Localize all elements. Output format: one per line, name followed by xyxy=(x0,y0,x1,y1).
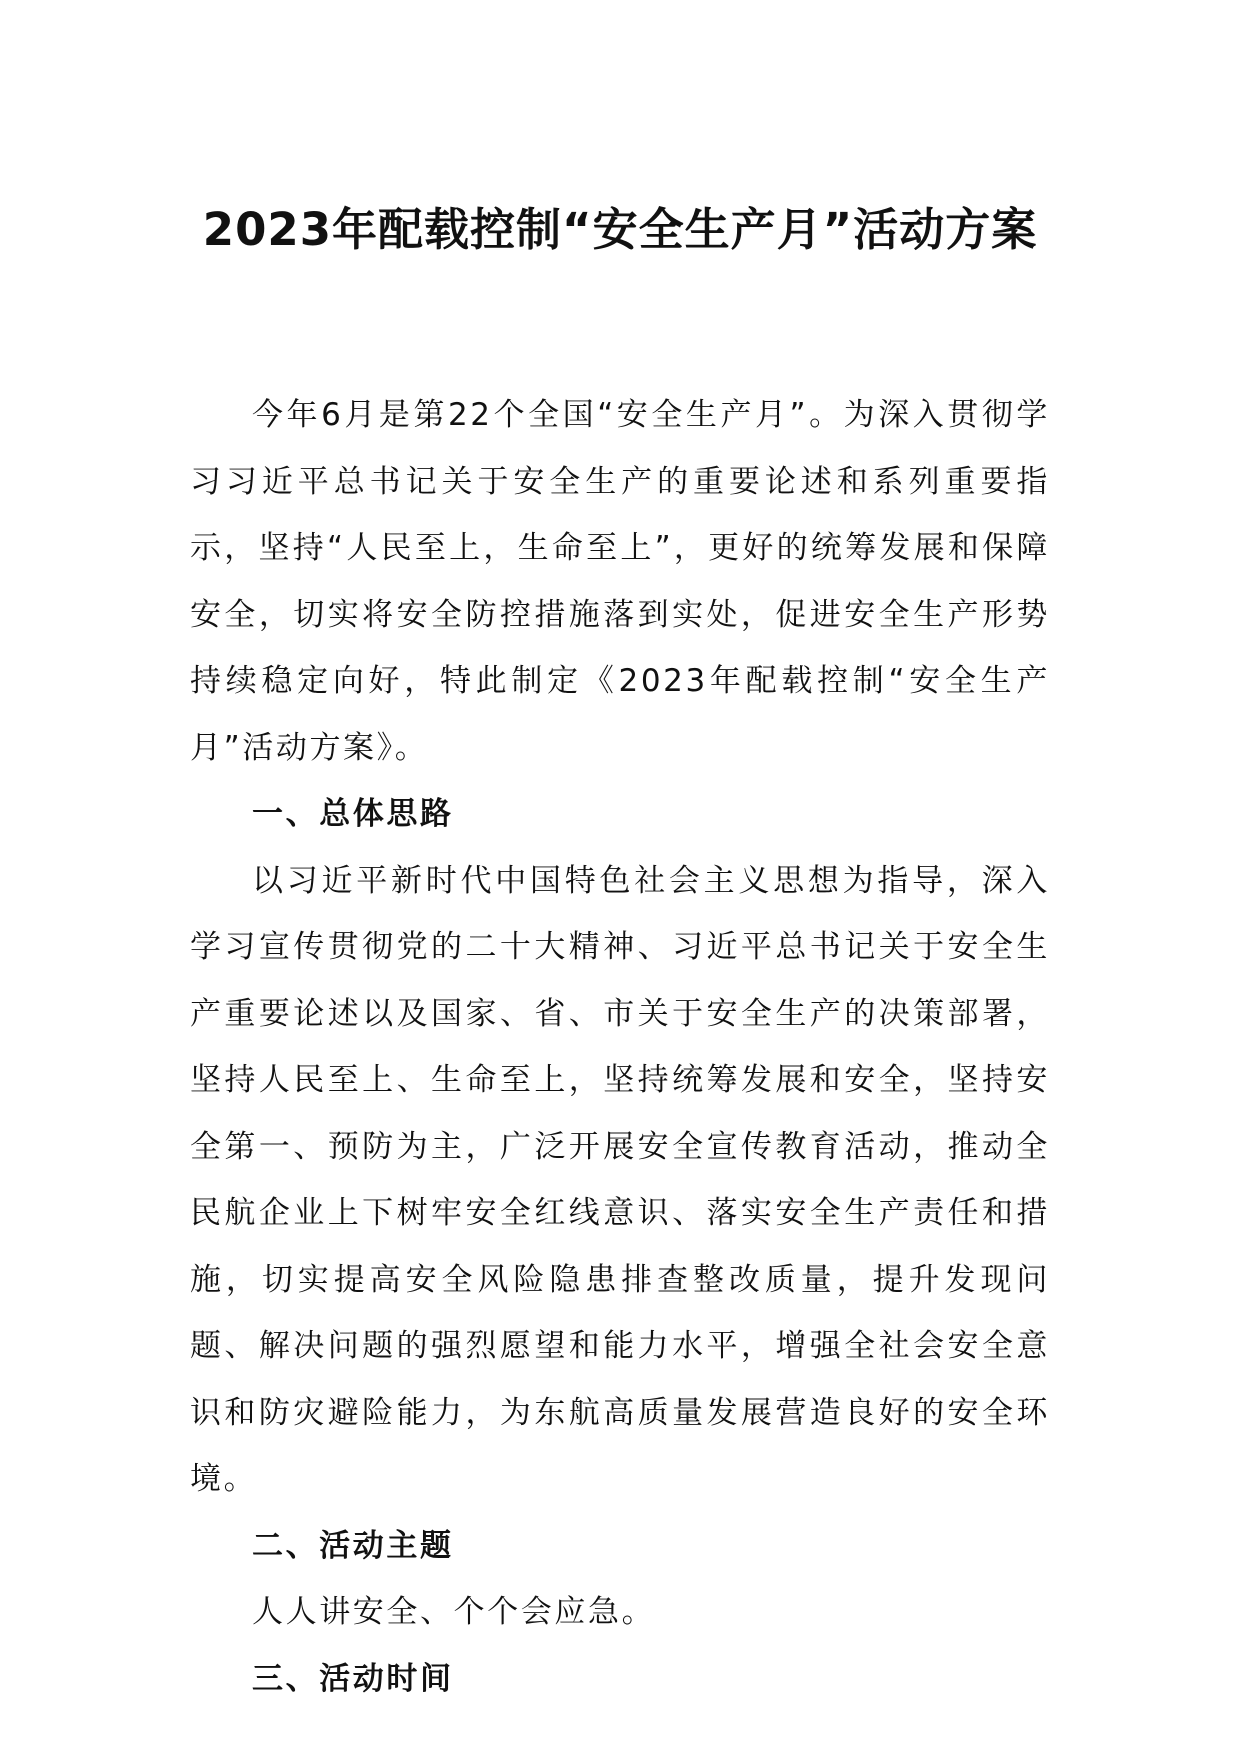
section-heading-activity-theme: 二、活动主题 xyxy=(252,1527,454,1564)
document-body xyxy=(190,382,1050,1712)
intro-paragraph: 今年6月是第22个全国“安全生产月”。为深入贯彻学习习近平总书记关于安全生产的重要论述和系列重要指示，坚持“人民至上，生命至上”，更好的统筹发展和保障安全，切实将安全防控措施落到实处，促进安全生产形势持续稳定向好，特此制定《2023年配载控制“安全生产月”活动方案》。 xyxy=(190,397,1050,766)
activity-theme-paragraph: 人人讲安全、个个会应急。 xyxy=(252,1594,656,1630)
document-title: 2023年配载控制“安全生产月”活动方案 xyxy=(202,203,1038,256)
section-heading-activity-time: 三、活动时间 xyxy=(252,1660,454,1697)
overall-approach-paragraph: 以习近平新时代中国特色社会主义思想为指导，深入学习宣传贯彻党的二十大精神、习近平总书记关于安全生产重要论述以及国家、省、市关于安全生产的决策部署，坚持人民至上、生命至上，坚持统筹发展和安全，坚持安全第一、预防为主，广泛开展安全宣传教育活动，推动全民航企业上下树牢安全红线意识、落实安全生产责任和措施，切实提高安全风险隐患排查整改质量，提升发现问题、解决问题的强烈愿望和能力水平，增强全社会安全意识和防灾避险能力，为东航高质量发展营造良好的安全环境。 xyxy=(190,862,1050,1497)
section-heading-overall-approach: 一、总体思路 xyxy=(252,796,454,832)
